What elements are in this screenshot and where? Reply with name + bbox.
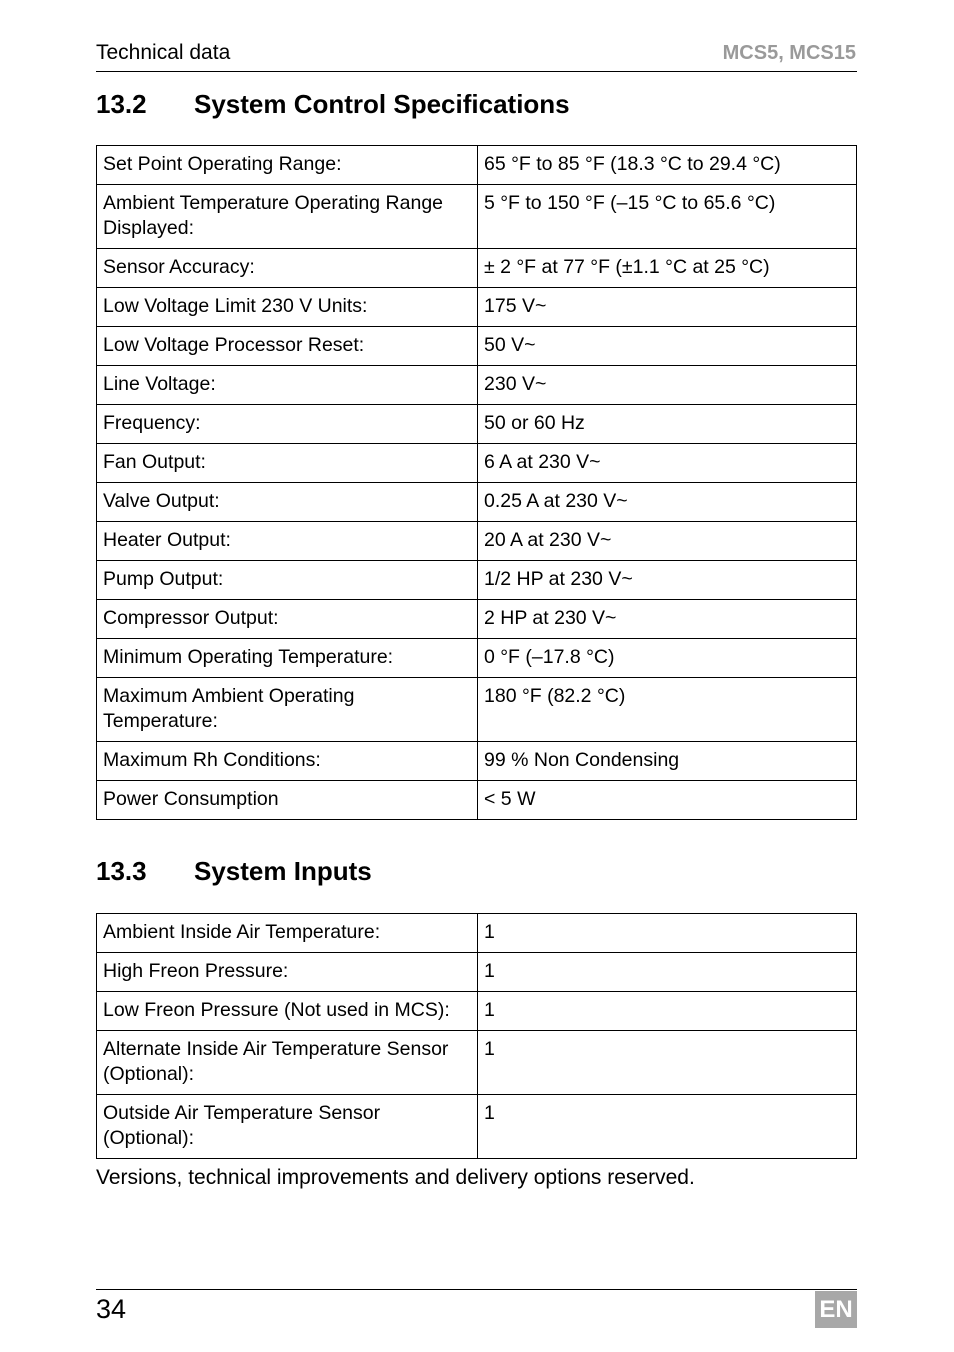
header-divider <box>96 71 857 72</box>
table-row <box>97 405 857 444</box>
model-name: MCS5, MCS15 <box>722 42 856 64</box>
table-row <box>97 146 857 185</box>
spec-value: 1 <box>478 1031 857 1095</box>
table-row <box>97 781 857 820</box>
table-row <box>97 185 857 249</box>
spec-value: 50 V~ <box>478 327 857 366</box>
section-heading-13-3 <box>96 856 372 887</box>
spec-label: Set Point Operating Range: <box>97 146 478 185</box>
spec-value: 175 V~ <box>478 288 857 327</box>
spec-value: 50 or 60 Hz <box>478 405 857 444</box>
spec-value: 1/2 HP at 230 V~ <box>478 561 857 600</box>
table-row <box>97 600 857 639</box>
table-row <box>97 522 857 561</box>
table-row <box>97 742 857 781</box>
table-row <box>97 1031 857 1095</box>
spec-value: ± 2 °F at 77 °F (±1.1 °C at 25 °C) <box>478 249 857 288</box>
table-row <box>97 914 857 953</box>
spec-value: < 5 W <box>478 781 857 820</box>
spec-label: Compressor Output: <box>97 600 478 639</box>
spec-value: 230 V~ <box>478 366 857 405</box>
system-control-specifications-table <box>96 145 857 820</box>
table-row <box>97 288 857 327</box>
table-row <box>97 366 857 405</box>
spec-label: Maximum Rh Conditions: <box>97 742 478 781</box>
spec-value: 1 <box>478 914 857 953</box>
table-row <box>97 444 857 483</box>
page-number: 34 <box>96 1294 127 1324</box>
spec-label: Outside Air Temperature Sensor (Optional): <box>97 1095 478 1159</box>
spec-value: 1 <box>478 953 857 992</box>
spec-label: Maximum Ambient Operating Temperature: <box>97 678 478 742</box>
spec-label: Sensor Accuracy: <box>97 249 478 288</box>
section-heading-13-2 <box>96 89 570 120</box>
spec-value: 65 °F to 85 °F (18.3 °C to 29.4 °C) <box>478 146 857 185</box>
spec-value: 6 A at 230 V~ <box>478 444 857 483</box>
system-inputs-table <box>96 913 857 1159</box>
table-row <box>97 249 857 288</box>
spec-value: 0.25 A at 230 V~ <box>478 483 857 522</box>
section-number: 13.3 <box>96 856 147 886</box>
spec-label: Heater Output: <box>97 522 478 561</box>
spec-value: 99 % Non Condensing <box>478 742 857 781</box>
spec-value: 20 A at 230 V~ <box>478 522 857 561</box>
spec-value: 1 <box>478 1095 857 1159</box>
spec-label: Frequency: <box>97 405 478 444</box>
page-header-title: Technical data <box>96 41 231 64</box>
spec-label: Low Voltage Limit 230 V Units: <box>97 288 478 327</box>
spec-label: Alternate Inside Air Temperature Sensor (Optional): <box>97 1031 478 1095</box>
table-row <box>97 992 857 1031</box>
spec-value: 2 HP at 230 V~ <box>478 600 857 639</box>
spec-label: Valve Output: <box>97 483 478 522</box>
language-badge: EN <box>815 1291 857 1328</box>
spec-label: Ambient Inside Air Temperature: <box>97 914 478 953</box>
spec-label: Minimum Operating Temperature: <box>97 639 478 678</box>
table-row <box>97 953 857 992</box>
table-row <box>97 327 857 366</box>
section-title: System Control Specifications <box>194 89 570 119</box>
table-row <box>97 483 857 522</box>
section-title: System Inputs <box>194 856 372 886</box>
table-row <box>97 1095 857 1159</box>
table-row <box>97 639 857 678</box>
spec-label: Ambient Temperature Operating Range Displayed: <box>97 185 478 249</box>
spec-value: 180 °F (82.2 °C) <box>478 678 857 742</box>
spec-value: 0 °F (–17.8 °C) <box>478 639 857 678</box>
table-row <box>97 561 857 600</box>
spec-value: 5 °F to 150 °F (–15 °C to 65.6 °C) <box>478 185 857 249</box>
spec-label: Power Consumption <box>97 781 478 820</box>
table-row <box>97 678 857 742</box>
disclaimer-note: Versions, technical improvements and delivery options reserved. <box>96 1166 695 1189</box>
spec-label: High Freon Pressure: <box>97 953 478 992</box>
spec-label: Pump Output: <box>97 561 478 600</box>
spec-label: Low Freon Pressure (Not used in MCS): <box>97 992 478 1031</box>
section-number: 13.2 <box>96 89 147 119</box>
footer-divider <box>96 1289 857 1290</box>
spec-label: Fan Output: <box>97 444 478 483</box>
spec-label: Line Voltage: <box>97 366 478 405</box>
spec-value: 1 <box>478 992 857 1031</box>
spec-label: Low Voltage Processor Reset: <box>97 327 478 366</box>
